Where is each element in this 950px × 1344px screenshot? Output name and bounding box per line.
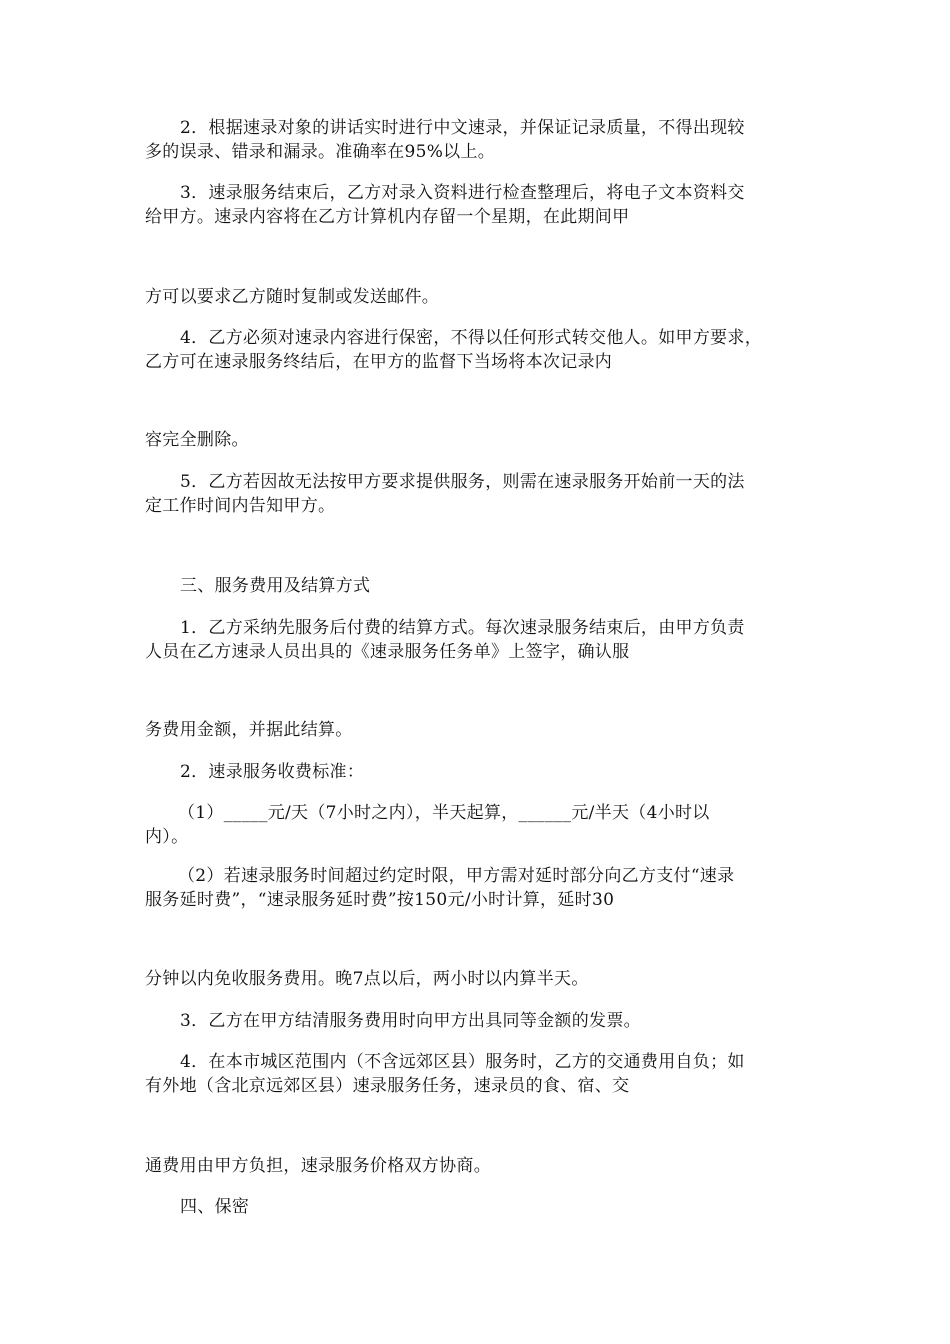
fees-paragraph-4-line-3: 通费用由甲方负担，速录服务价格双方协商。 — [145, 1156, 491, 1176]
paragraph-4-line-2: 乙方可在速录服务终结后，在甲方的监督下当场将本次记录内 — [145, 352, 613, 372]
fees-paragraph-1-line-1: 1．乙方采纳先服务后付费的结算方式。每次速录服务结束后，由甲方负责 — [180, 618, 745, 638]
paragraph-5-line-2: 定工作时间内告知甲方。 — [145, 496, 336, 516]
section-heading-confidentiality: 四、保密 — [180, 1197, 250, 1217]
paragraph-4-line-3: 容完全删除。 — [145, 430, 249, 450]
paragraph-3-line-2: 给甲方。速录内容将在乙方计算机内存留一个星期，在此期间甲 — [145, 207, 630, 227]
fee-item-1-line-2: 内）。 — [145, 827, 189, 847]
fees-paragraph-2: 2．速录服务收费标准： — [180, 762, 365, 782]
paragraph-3-line-1: 3．速录服务结束后，乙方对录入资料进行检查整理后，将电子文本资料交 — [180, 183, 745, 203]
fees-paragraph-1-line-2: 人员在乙方速录人员出具的《速录服务任务单》上签字，确认服 — [145, 642, 630, 662]
paragraph-2-line-2: 多的误录、错录和漏录。准确率在95%以上。 — [145, 142, 496, 162]
paragraph-5-line-1: 5．乙方若因故无法按甲方要求提供服务，则需在速录服务开始前一天的法 — [180, 472, 745, 492]
paragraph-3-line-3: 方可以要求乙方随时复制或发送邮件。 — [145, 287, 440, 307]
paragraph-2-line-1: 2．根据速录对象的讲话实时进行中文速录，并保证记录质量，不得出现较 — [180, 118, 745, 138]
fees-paragraph-1-line-3: 务费用金额，并据此结算。 — [145, 720, 353, 740]
fees-paragraph-4-line-1: 4．在本市城区范围内（不含远郊区县）服务时，乙方的交通费用自负；如 — [180, 1052, 745, 1072]
fee-item-2-line-3: 分钟以内免收服务费用。晚7点以后，两小时以内算半天。 — [145, 969, 589, 989]
section-heading-fees: 三、服务费用及结算方式 — [180, 576, 371, 596]
fee-item-1-line-1: （1）_____元/天（7小时之内），半天起算，______元/半天（4小时以 — [178, 803, 710, 823]
fee-item-2-line-2: 服务延时费”，“速录服务延时费”按150元/小时计算，延时30 — [145, 890, 615, 910]
fees-paragraph-4-line-2: 有外地（含北京远郊区县）速录服务任务，速录员的食、宿、交 — [145, 1076, 630, 1096]
paragraph-4-line-1: 4．乙方必须对速录内容进行保密，不得以任何形式转交他人。如甲方要求， — [180, 328, 763, 348]
fee-item-2-line-1: （2）若速录服务时间超过约定时限，甲方需对延时部分向乙方支付“速录 — [178, 866, 735, 886]
fees-paragraph-3: 3．乙方在甲方结清服务费用时向甲方出具同等金额的发票。 — [180, 1011, 641, 1031]
